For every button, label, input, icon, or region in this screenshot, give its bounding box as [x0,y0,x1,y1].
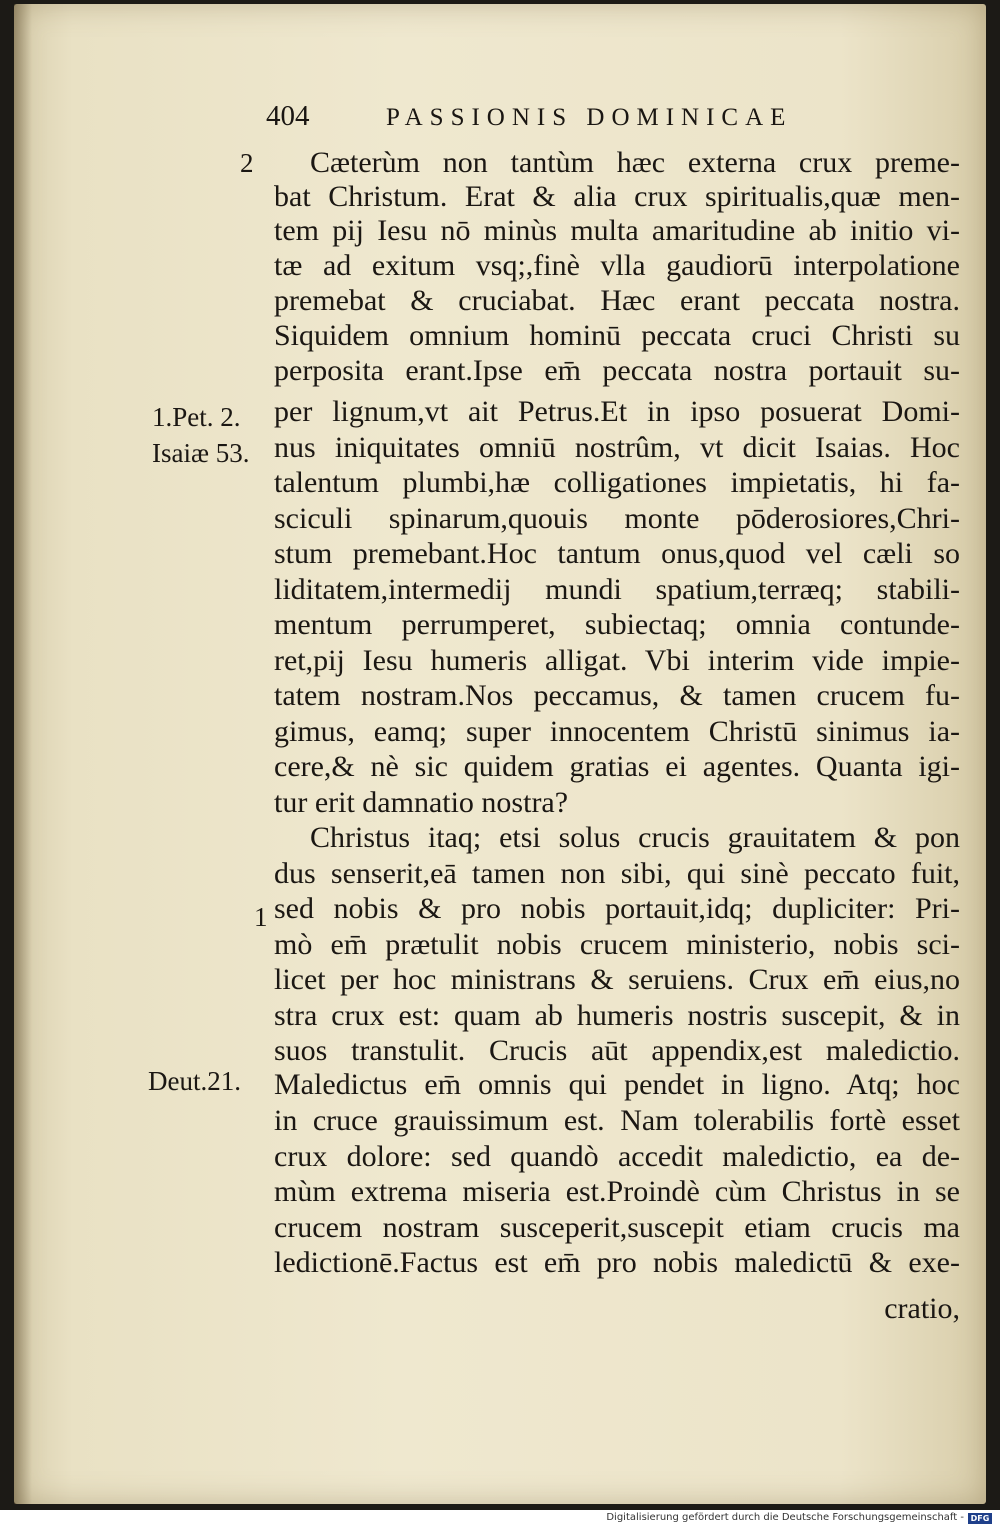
text-line: talentum plumbi,hæ colligationes impietatis, hi fa- [274,466,960,499]
text-line: Maledictus em̄ omnis qui pendet in ligno. Atq; hoc [274,1068,960,1101]
text-line: mùm extrema miseria est.Proindè cùm Christus in se [274,1175,960,1208]
page-gutter-shadow [14,4,32,1504]
text-line: dus senserit,eā tamen non sibi, qui sinè peccato fuit, [274,857,960,890]
catchword: cratio, [884,1292,960,1325]
text-line: mentum perrumperet, subiectaq; omnia contunde- [274,608,960,641]
digitization-footer [0,1510,1000,1528]
text-line: liditatem,intermedij mundi spatium,terræq; stabili- [274,573,960,606]
text-line: ret,pij Iesu humeris alligat. Vbi interim vide impie- [274,644,960,677]
text-line: in cruce grauissimum est. Nam tolerabilis fortè esset [274,1104,960,1137]
margin-note-deuteronomy: Deut.21. [148,1066,241,1096]
text-line: Christus itaq; etsi solus crucis grauitatem & pon [310,821,960,854]
page-number: 404 [266,100,310,132]
funding-credit: Digitalisierung gefördert durch die Deutsche Forschungsgemeinschaft - [606,1512,964,1523]
text-line: bat Christum. Erat & alia crux spiritualis,quæ men- [274,180,960,213]
text-line: premebat & cruciabat. Hæc erant peccata nostra. [274,284,960,317]
text-line: stum premebant.Hoc tantum onus,quod vel cæli so [274,537,960,570]
margin-note-section-2: 2 [240,148,254,178]
text-line: tem pij Iesu nō minùs multa amaritudine ab initio vi- [274,214,960,247]
text-line: stra crux est: quam ab humeris nostris suscepit, & in [274,999,960,1032]
text-line: ledictionē.Factus est em̄ pro nobis maledictū & exe- [274,1246,960,1279]
text-line: Siquidem omnium hominū peccata cruci Christi su [274,319,960,352]
text-line: suos transtulit. Crucis aūt appendix,est maledictio. [274,1034,960,1067]
text-line: licet per hoc ministrans & seruiens. Crux em̄ eius,no [274,963,960,996]
text-line: sciculi spinarum,quouis monte pōderosiores,Chri- [274,502,960,535]
dfg-logo-icon: DFG [968,1513,992,1524]
running-title: PASSIONIS DOMINICAE [386,104,793,131]
text-line: sed nobis & pro nobis portauit,idq; dupliciter: Pri- [274,892,960,925]
text-line: crucem nostram susceperit,suscepit etiam crucis ma [274,1211,960,1244]
margin-note-1-peter: 1.Pet. 2. [152,402,241,432]
margin-note-section-1: 1 [254,902,268,932]
text-line: crux dolore: sed quandò accedit maledictio, ea de- [274,1140,960,1173]
text-line: nus iniquitates omniū nostrûm, vt dicit Isaias. Hoc [274,431,960,464]
text-line: tatem nostram.Nos peccamus, & tamen crucem fu- [274,679,960,712]
text-line: perposita erant.Ipse em̄ peccata nostra portauit su- [274,354,960,387]
page-header [266,100,866,140]
text-line: tur erit damnatio nostra? [274,786,569,819]
margin-note-isaiah: Isaiæ 53. [152,438,250,468]
text-line: per lignum,vt ait Petrus.Et in ipso posuerat Domi- [274,395,960,428]
text-line: tæ ad exitum vsq;,finè vlla gaudiorū interpolatione [274,249,960,282]
text-line: gimus, eamq; super innocentem Christū sinimus ia- [274,715,960,748]
text-line: cere,& nè sic quidem gratias ei agentes. Quanta igi- [274,750,960,783]
text-line: mò em̄ prætulit nobis crucem ministerio, nobis sci- [274,928,960,961]
text-line: Cæterùm non tantùm hæc externa crux preme- [310,146,960,179]
